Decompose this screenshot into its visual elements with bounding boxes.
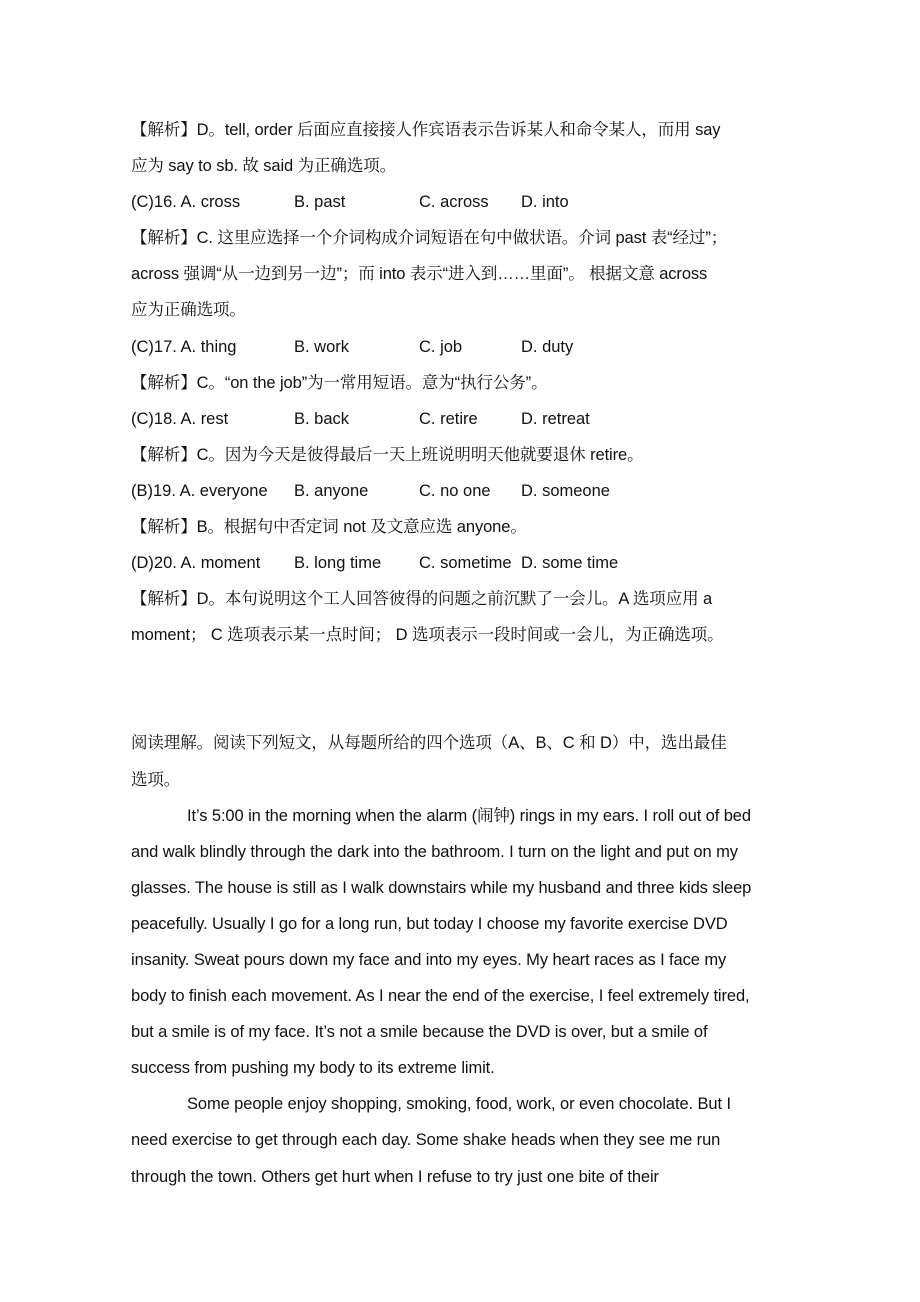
section-spacer [131, 653, 811, 725]
reading-instructions: 选项。 [131, 770, 181, 789]
analysis-line: 应为正确选项。 [131, 301, 246, 320]
option-b: B. anyone [294, 481, 369, 500]
option-d: D. retreat [521, 409, 590, 428]
paragraph-1-line: insanity. Sweat pours down my face and into my eyes. My heart races as I face my [131, 950, 727, 969]
paragraph-1-line: glasses. The house is still as I walk downstairs while my husband and three kids sleep [131, 878, 752, 897]
option-c: C. retire [419, 409, 478, 428]
option-d: D. duty [521, 337, 574, 356]
option-d: D. someone [521, 481, 610, 500]
option-c: C. no one [419, 481, 491, 500]
analysis-line: moment； C 选项表示某一点时间； D 选项表示一段时间或一会儿，为正确选项。 [131, 626, 724, 645]
analysis-line: 【解析】C. 这里应选择一个介词构成介词短语在句中做状语。介词 past 表“经过”； [131, 229, 728, 248]
option-b: B. work [294, 337, 350, 356]
paragraph-1-line: and walk blindly through the dark into the bathroom. I turn on the light and put on my [131, 842, 738, 861]
option-c: C. job [419, 337, 463, 356]
paragraph-1-line: body to finish each movement. As I near the end of the exercise, I feel extremely tired, [131, 987, 750, 1006]
paragraph-2-line: need exercise to get through each day. Some shake heads when they see me run [131, 1131, 721, 1150]
analysis-line: across 强调“从一边到另一边”；而 into 表示“进入到……里面”。 根据文意 across [131, 265, 708, 284]
question-16-label: (C)16. A. cross [131, 193, 241, 212]
option-c: C. sometime [419, 554, 512, 573]
analysis-line: 【解析】C。“on the job”为一常用短语。意为“执行公务”。 [131, 373, 548, 392]
question-20-options [131, 545, 811, 581]
question-18-label: (C)18. A. rest [131, 409, 229, 428]
option-c: C. across [419, 193, 489, 212]
question-19-options [131, 473, 811, 509]
paragraph-1-line: but a smile is of my face. It’s not a smile because the DVD is over, but a smile of [131, 1023, 708, 1042]
question-17-options [131, 329, 811, 365]
analysis-line: 【解析】B。根据句中否定词 not 及文意应选 anyone。 [131, 518, 527, 537]
question-20-label: (D)20. A. moment [131, 554, 261, 573]
question-17-label: (C)17. A. thing [131, 337, 237, 356]
question-19-label: (B)19. A. everyone [131, 481, 268, 500]
option-b: B. past [294, 193, 346, 212]
analysis-line: 【解析】D。本句说明这个工人回答彼得的问题之前沉默了一会儿。A 选项应用 a [131, 590, 713, 609]
option-b: B. long time [294, 554, 382, 573]
document-page [131, 112, 811, 1195]
paragraph-1-line: success from pushing my body to its extreme limit. [131, 1059, 495, 1078]
option-b: B. back [294, 409, 350, 428]
analysis-line: 【解析】D。tell, order 后面应直接接人作宾语表示告诉某人和命令某人，而用 say [131, 121, 721, 139]
question-18-options [131, 401, 811, 437]
paragraph-2-line: through the town. Others get hurt when I refuse to try just one bite of their [131, 1167, 659, 1186]
reading-instructions: 阅读理解。阅读下列短文，从每题所给的四个选项（A、B、C 和 D）中，选出最佳 [131, 734, 727, 753]
paragraph-1-line: peacefully. Usually I go for a long run, but today I choose my favorite exercise DVD [131, 914, 728, 933]
analysis-line: 应为 say to sb. 故 said 为正确选项。 [131, 157, 397, 176]
option-d: D. into [521, 193, 569, 212]
analysis-line: 【解析】C。因为今天是彼得最后一天上班说明明天他就要退休 retire。 [131, 445, 644, 464]
question-16-options [131, 184, 811, 220]
paragraph-1-line: It’s 5:00 in the morning when the alarm (闹钟) rings in my ears. I roll out of bed [187, 806, 751, 825]
paragraph-2-line: Some people enjoy shopping, smoking, food, work, or even chocolate. But I [187, 1095, 731, 1114]
option-d: D. some time [521, 554, 619, 573]
